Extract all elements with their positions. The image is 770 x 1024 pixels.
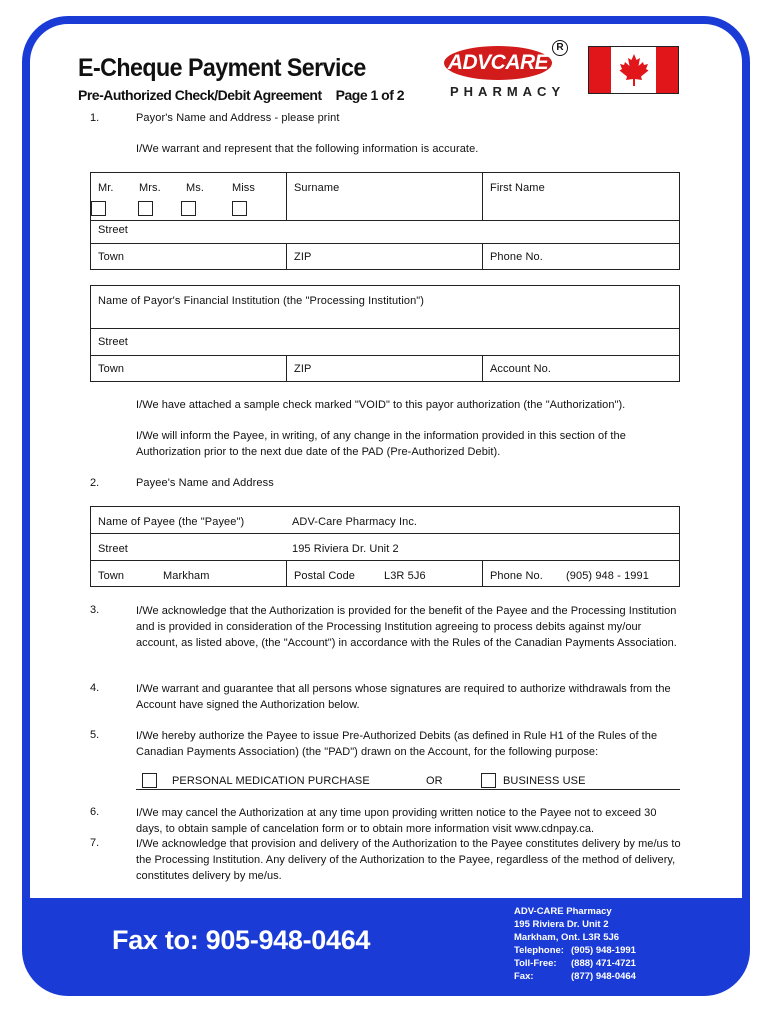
- clause-6-text: I/We may cancel the Authorization at any time upon providing written notice to the Payee not to exceed 30 days, to obtain sample of cancelation form or to obtain more information visit www.cdnpay.ca.: [136, 807, 657, 835]
- institution-street-field[interactable]: Street: [98, 336, 128, 348]
- logo-tagline: PHARMACY: [450, 84, 566, 99]
- payor-zip-field[interactable]: ZIP: [294, 251, 312, 263]
- title-miss-label: Miss: [232, 182, 256, 194]
- pharmacy-address-1: 195 Riviera Dr. Unit 2: [514, 919, 609, 930]
- purpose-or-label: OR: [426, 775, 443, 787]
- title-mr-label: Mr.: [98, 182, 114, 194]
- fax-to-number: Fax to: 905-948-0464: [112, 925, 371, 955]
- clause-6-number: 6.: [90, 806, 100, 818]
- personal-purchase-label: PERSONAL MEDICATION PURCHASE: [172, 775, 370, 787]
- payee-postal-label: Postal Code: [294, 570, 356, 582]
- payee-street-label: Street: [98, 543, 128, 555]
- clause-4-text: I/We warrant and guarantee that all persons whose signatures are required to authorize withdrawals from the Account have signed the Authorization below.: [136, 683, 671, 711]
- clause-5-number: 5.: [90, 729, 100, 741]
- personal-purchase-checkbox[interactable]: [142, 773, 157, 788]
- maple-leaf-icon: [619, 53, 649, 87]
- inform-change-note: I/We will inform the Payee, in writing, of any change in the information provided in this section of the Authorization prior to the next due date of the PAD (Pre-Authorized Debit).: [136, 430, 626, 458]
- section-1-heading: Payor's Name and Address - please print: [136, 112, 340, 124]
- form-subtitle: [78, 87, 404, 103]
- clause-3-number: 3.: [90, 604, 100, 616]
- canada-flag-icon: [588, 46, 679, 94]
- registered-mark: R: [552, 40, 568, 56]
- title-miss-checkbox[interactable]: [232, 201, 247, 216]
- pharmacy-address-2: Markham, Ont. L3R 5J6: [514, 932, 620, 943]
- toll-free-value: (888) 471-4721: [571, 958, 636, 969]
- fax-value: (877) 948-0464: [571, 971, 636, 982]
- clause-4-number: 4.: [90, 682, 100, 694]
- business-use-checkbox[interactable]: [481, 773, 496, 788]
- telephone-row: [514, 944, 636, 957]
- payee-name-value: ADV-Care Pharmacy Inc.: [292, 516, 418, 528]
- clause-7-number: 7.: [90, 837, 100, 849]
- fax-label: Fax:: [514, 971, 534, 982]
- clause-3-text: I/We acknowledge that the Authorization is provided for the benefit of the Payee and the Processing Institution and is provided in consideration of the Processing Institution agreeing to process debits against my/our account, as listed above, (the "Account") in accordance with the Rules of the Canadian Payments Association.: [136, 605, 677, 649]
- title-ms-label: Ms.: [186, 182, 205, 194]
- payee-name-label: Name of Payee (the "Payee"): [98, 516, 245, 528]
- logo-badge: ADVCARE: [444, 46, 552, 80]
- payee-postal-value: L3R 5J6: [384, 570, 426, 582]
- payee-town-label: Town: [98, 570, 125, 582]
- telephone-value: (905) 948-1991: [571, 945, 636, 956]
- first-name-field[interactable]: First Name: [490, 182, 545, 194]
- payee-town-value: Markham: [163, 570, 210, 582]
- payor-phone-field[interactable]: Phone No.: [490, 251, 543, 263]
- payor-town-field[interactable]: Town: [98, 251, 125, 263]
- title-mr-checkbox[interactable]: [91, 201, 106, 216]
- clause-7-text: I/We acknowledge that provision and delivery of the Authorization to the Payee constitutes delivery by me/us to the Processing Institution. Any delivery of the Authorization to the Payee, regardless of the method of delivery, constitutes delivery by me/us.: [136, 838, 681, 882]
- purpose-underline: [136, 789, 680, 790]
- section-2-number: 2.: [90, 477, 100, 489]
- pharmacy-name: ADV-CARE Pharmacy: [514, 906, 612, 917]
- title-ms-checkbox[interactable]: [181, 201, 196, 216]
- agreement-name: Pre-Authorized Check/Debit Agreement: [78, 87, 322, 103]
- payee-street-value: 195 Riviera Dr. Unit 2: [292, 543, 399, 555]
- business-use-label: BUSINESS USE: [503, 775, 586, 787]
- institution-town-field[interactable]: Town: [98, 363, 125, 375]
- form-sheet: [30, 24, 742, 898]
- fax-row: [514, 970, 636, 983]
- account-number-field[interactable]: Account No.: [490, 363, 552, 375]
- surname-field[interactable]: Surname: [294, 182, 340, 194]
- toll-free-row: [514, 957, 636, 970]
- telephone-label: Telephone:: [514, 945, 564, 956]
- institution-name-field[interactable]: Name of Payor's Financial Institution (the "Processing Institution"): [98, 295, 425, 307]
- title-mrs-checkbox[interactable]: [138, 201, 153, 216]
- title-mrs-label: Mrs.: [139, 182, 161, 194]
- payee-phone-label: Phone No.: [490, 570, 543, 582]
- section-1-number: 1.: [90, 112, 100, 124]
- pharmacy-contact-block: [514, 905, 636, 983]
- clause-5-text: I/We hereby authorize the Payee to issue Pre-Authorized Debits (as defined in Rule H1 of the Rules of the Canadian Payments Association) (the "PAD") drawn on the Account, for the following purpose:: [136, 730, 658, 758]
- payor-street-field[interactable]: Street: [98, 224, 128, 236]
- payee-phone-value: (905) 948 - 1991: [566, 570, 649, 582]
- payor-box: [90, 172, 680, 270]
- page-number: Page 1 of 2: [335, 87, 405, 103]
- form-title: E-Cheque Payment Service: [78, 54, 366, 82]
- warrant-statement: I/We warrant and represent that the following information is accurate.: [136, 143, 479, 155]
- toll-free-label: Toll-Free:: [514, 958, 557, 969]
- institution-zip-field[interactable]: ZIP: [294, 363, 312, 375]
- void-check-note: I/We have attached a sample check marked "VOID" to this payor authorization (the "Authorization").: [136, 399, 626, 411]
- section-2-heading: Payee's Name and Address: [136, 477, 274, 489]
- advcare-logo: [440, 42, 568, 104]
